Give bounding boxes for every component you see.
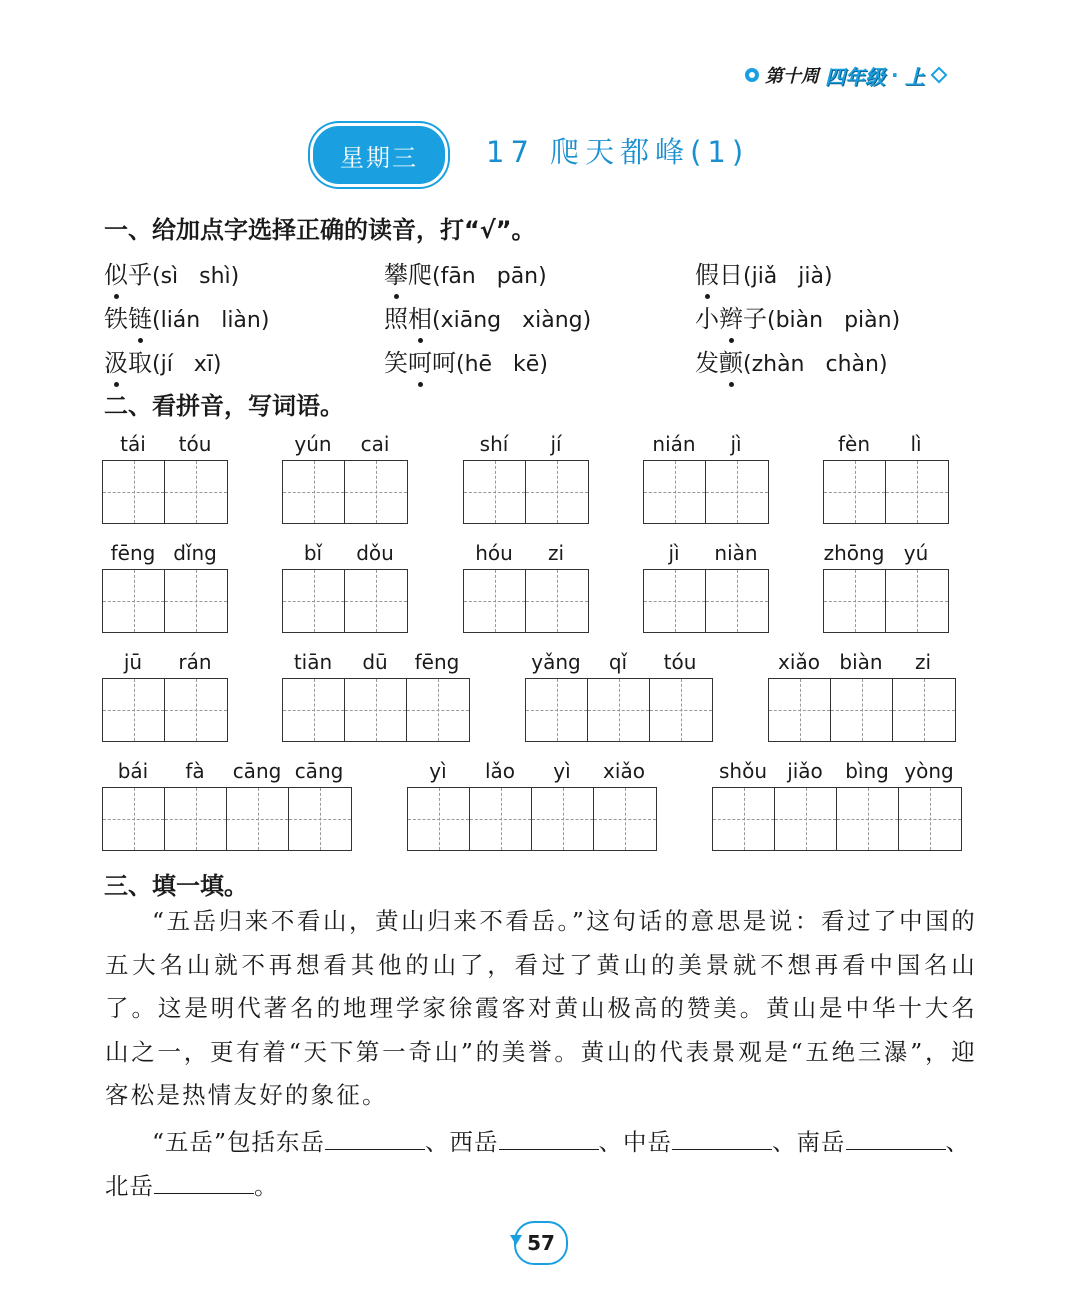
word-char: 铁 xyxy=(104,305,128,333)
word-char: 照 xyxy=(384,305,408,333)
fill-text: 、西岳 xyxy=(425,1128,499,1156)
pinyin-label: zi xyxy=(547,541,565,565)
grid-cell[interactable] xyxy=(824,461,886,523)
grid-cell[interactable] xyxy=(713,788,775,850)
grid-cell[interactable] xyxy=(165,570,227,632)
dotted-char: 汲 xyxy=(104,343,128,378)
writing-grid[interactable] xyxy=(102,460,228,524)
lesson-title: 17 爬天都峰(1) xyxy=(486,135,750,169)
grid-cell[interactable] xyxy=(283,570,345,632)
pinyin-options[interactable]: (biàn piàn) xyxy=(767,308,901,333)
part3-fill xyxy=(105,1121,977,1165)
writing-grid[interactable] xyxy=(102,787,352,851)
reading-item xyxy=(104,255,239,290)
pinyin-label: yǎng xyxy=(531,650,581,674)
writing-grid[interactable] xyxy=(463,460,589,524)
word-char: 呵 xyxy=(432,349,456,377)
answer-blank-west[interactable] xyxy=(499,1123,599,1150)
grid-cell[interactable] xyxy=(837,788,899,850)
pinyin-label: niàn xyxy=(714,541,758,565)
grid-cell[interactable] xyxy=(165,788,227,850)
grid-cell[interactable] xyxy=(165,679,227,741)
part3-fill-line2 xyxy=(105,1165,977,1209)
grid-cell[interactable] xyxy=(408,788,470,850)
page-number: 57 xyxy=(514,1221,568,1265)
separator-dot: · xyxy=(891,63,899,87)
writing-grid[interactable] xyxy=(525,678,713,742)
grid-cell[interactable] xyxy=(526,461,588,523)
header-badge xyxy=(745,60,945,90)
grid-cell[interactable] xyxy=(345,461,407,523)
reading-item xyxy=(695,255,833,290)
fill-text: 北岳 xyxy=(105,1172,154,1200)
pinyin-label: yún xyxy=(294,432,332,456)
pinyin-label: shí xyxy=(479,432,509,456)
pinyin-label: tóu xyxy=(663,650,697,674)
grid-cell[interactable] xyxy=(103,679,165,741)
pinyin-label: tái xyxy=(120,432,146,456)
writing-grid[interactable] xyxy=(823,569,949,633)
grid-cell[interactable] xyxy=(464,570,526,632)
pinyin-label: xiǎo xyxy=(778,650,820,674)
reading-item xyxy=(384,255,547,290)
answer-blank-south[interactable] xyxy=(846,1123,946,1150)
grid-cell[interactable] xyxy=(526,570,588,632)
word-char: 日 xyxy=(719,261,743,289)
writing-grid[interactable] xyxy=(282,569,408,633)
grid-cell[interactable] xyxy=(283,461,345,523)
word-char: 乎 xyxy=(128,261,152,289)
writing-grid[interactable] xyxy=(102,569,228,633)
word-char: 取 xyxy=(128,349,152,377)
grid-cell[interactable] xyxy=(775,788,837,850)
pinyin-label: zhōng xyxy=(823,541,885,565)
dotted-char: 相 xyxy=(408,299,432,334)
fill-text: 。 xyxy=(254,1172,279,1200)
pinyin-label: yú xyxy=(903,541,929,565)
grid-cell[interactable] xyxy=(103,570,165,632)
grid-cell[interactable] xyxy=(644,461,706,523)
reading-item xyxy=(104,299,269,334)
grid-cell[interactable] xyxy=(345,679,407,741)
grid-cell[interactable] xyxy=(831,679,893,741)
pinyin-label: bìng xyxy=(845,759,889,783)
dotted-char: 假 xyxy=(695,255,719,290)
reading-item xyxy=(104,343,222,378)
pinyin-options[interactable]: (jí xī) xyxy=(152,352,222,377)
writing-grid[interactable] xyxy=(768,678,956,742)
grid-cell[interactable] xyxy=(227,788,289,850)
reading-item xyxy=(384,343,548,378)
writing-grid[interactable] xyxy=(282,678,470,742)
writing-grid[interactable] xyxy=(712,787,962,851)
pinyin-label: lǎo xyxy=(484,759,516,783)
grid-cell[interactable] xyxy=(464,461,526,523)
pinyin-label: bái xyxy=(117,759,149,783)
word-char: 小 xyxy=(695,305,719,333)
grid-cell[interactable] xyxy=(526,679,588,741)
pinyin-label: fēng xyxy=(414,650,460,674)
grid-cell[interactable] xyxy=(407,679,469,741)
pinyin-options[interactable]: (jiǎ jià) xyxy=(743,264,833,289)
pinyin-label: jì xyxy=(668,541,680,565)
part3-title: 三、填一填。 xyxy=(104,872,248,900)
reading-item xyxy=(384,299,591,334)
writing-grid[interactable] xyxy=(643,460,769,524)
pinyin-label: zi xyxy=(914,650,932,674)
pinyin-label: fà xyxy=(185,759,205,783)
grid-cell[interactable] xyxy=(165,461,227,523)
grid-cell[interactable] xyxy=(345,570,407,632)
day-label: 星期三 xyxy=(340,143,418,172)
pinyin-label: xiǎo xyxy=(603,759,645,783)
writing-grid[interactable] xyxy=(643,569,769,633)
pinyin-label: tóu xyxy=(178,432,212,456)
grid-cell[interactable] xyxy=(470,788,532,850)
pinyin-label: jì xyxy=(730,432,742,456)
reading-item xyxy=(695,343,888,378)
fill-text: 、南岳 xyxy=(772,1128,846,1156)
grid-cell[interactable] xyxy=(644,570,706,632)
dotted-char: 辫 xyxy=(719,299,743,334)
pinyin-label: lì xyxy=(910,432,922,456)
part3-paragraph: “五岳归来不看山，黄山归来不看岳。”这句话的意思是说：看过了中国的五大名山就不再想看其他的山了，看过了黄山的美景就不想再看中国名山了。这是明代著名的地理学家徐霞客对黄山极高的赞美。黄山是中华十大名山之一，更有着“天下第一奇山”的美誉。黄山的代表景观是“五绝三瀑”，迎客松是热情友好的象征。 xyxy=(105,907,977,1109)
grid-cell[interactable] xyxy=(899,788,961,850)
pinyin-label: biàn xyxy=(839,650,883,674)
fill-text: 、中岳 xyxy=(598,1128,673,1156)
pinyin-options[interactable]: (xiāng xiàng) xyxy=(432,308,592,333)
writing-grid[interactable] xyxy=(282,460,408,524)
pinyin-label: fēng xyxy=(110,541,156,565)
part2-title: 二、看拼音，写词语。 xyxy=(104,392,344,420)
dotted-char: 呵 xyxy=(408,343,432,378)
term-label: 上 xyxy=(904,64,925,89)
pinyin-label: bǐ xyxy=(303,541,323,565)
answer-blank-east[interactable] xyxy=(325,1123,425,1150)
clock-icon xyxy=(745,68,759,82)
word-char: 子 xyxy=(743,305,767,333)
pinyin-label: hóu xyxy=(475,541,513,565)
pinyin-label: cāng xyxy=(294,759,344,783)
pinyin-label: rán xyxy=(178,650,212,674)
grid-cell[interactable] xyxy=(283,679,345,741)
answer-blank-center[interactable] xyxy=(672,1123,772,1150)
pinyin-label: fèn xyxy=(837,432,871,456)
grid-cell[interactable] xyxy=(706,461,768,523)
pinyin-options[interactable]: (fān pān) xyxy=(432,264,547,289)
pinyin-label: yì xyxy=(553,759,571,783)
grid-cell[interactable] xyxy=(886,461,948,523)
pinyin-label: jiǎo xyxy=(787,759,823,783)
grid-cell[interactable] xyxy=(769,679,831,741)
pinyin-label: yòng xyxy=(904,759,954,783)
pinyin-label: shǒu xyxy=(718,759,767,783)
pinyin-label: tiān xyxy=(293,650,333,674)
dotted-char: 链 xyxy=(128,299,152,334)
pinyin-options[interactable]: (lián liàn) xyxy=(152,308,270,333)
pinyin-options[interactable]: (hē kē) xyxy=(456,352,548,377)
grid-cell[interactable] xyxy=(824,570,886,632)
pinyin-label: qǐ xyxy=(608,650,628,674)
dotted-char: 颤 xyxy=(719,343,743,378)
dotted-char: 似 xyxy=(104,255,128,290)
pinyin-label: yì xyxy=(429,759,447,783)
writing-grid[interactable] xyxy=(102,678,228,742)
grade-label: 四年级 xyxy=(825,64,885,89)
word-char: 发 xyxy=(695,349,719,377)
pinyin-options[interactable]: (sì shì) xyxy=(152,264,240,289)
pinyin-label: jū xyxy=(123,650,143,674)
pinyin-label: dǒu xyxy=(356,541,394,565)
pinyin-label: dū xyxy=(362,650,388,674)
word-char: 笑 xyxy=(384,349,408,377)
week-label: 第十周 xyxy=(765,66,819,87)
grid-cell[interactable] xyxy=(103,461,165,523)
pinyin-label: cai xyxy=(360,432,390,456)
writing-grid[interactable] xyxy=(823,460,949,524)
grid-cell[interactable] xyxy=(103,788,165,850)
answer-blank-north[interactable] xyxy=(154,1167,254,1194)
grid-cell[interactable] xyxy=(588,679,650,741)
pinyin-label: dǐng xyxy=(173,541,217,565)
pinyin-label: jí xyxy=(550,432,562,456)
grid-cell[interactable] xyxy=(706,570,768,632)
pinyin-label: nián xyxy=(652,432,696,456)
day-pill xyxy=(310,123,448,187)
writing-grid[interactable] xyxy=(463,569,589,633)
fill-text: 、 xyxy=(945,1128,971,1156)
writing-grid[interactable] xyxy=(407,787,657,851)
fill-text: “五岳”包括东岳 xyxy=(152,1128,326,1156)
grid-cell[interactable] xyxy=(650,679,712,741)
part1-title: 一、给加点字选择正确的读音，打“√”。 xyxy=(104,216,536,244)
pinyin-options[interactable]: (zhàn chàn) xyxy=(743,352,888,377)
pinyin-label: cāng xyxy=(232,759,282,783)
diamond-icon xyxy=(930,67,947,84)
grid-cell[interactable] xyxy=(532,788,594,850)
word-char: 爬 xyxy=(408,261,432,289)
grid-cell[interactable] xyxy=(594,788,656,850)
grid-cell[interactable] xyxy=(289,788,351,850)
grid-cell[interactable] xyxy=(886,570,948,632)
dotted-char: 攀 xyxy=(384,255,408,290)
grid-cell[interactable] xyxy=(893,679,955,741)
reading-item xyxy=(695,299,900,334)
